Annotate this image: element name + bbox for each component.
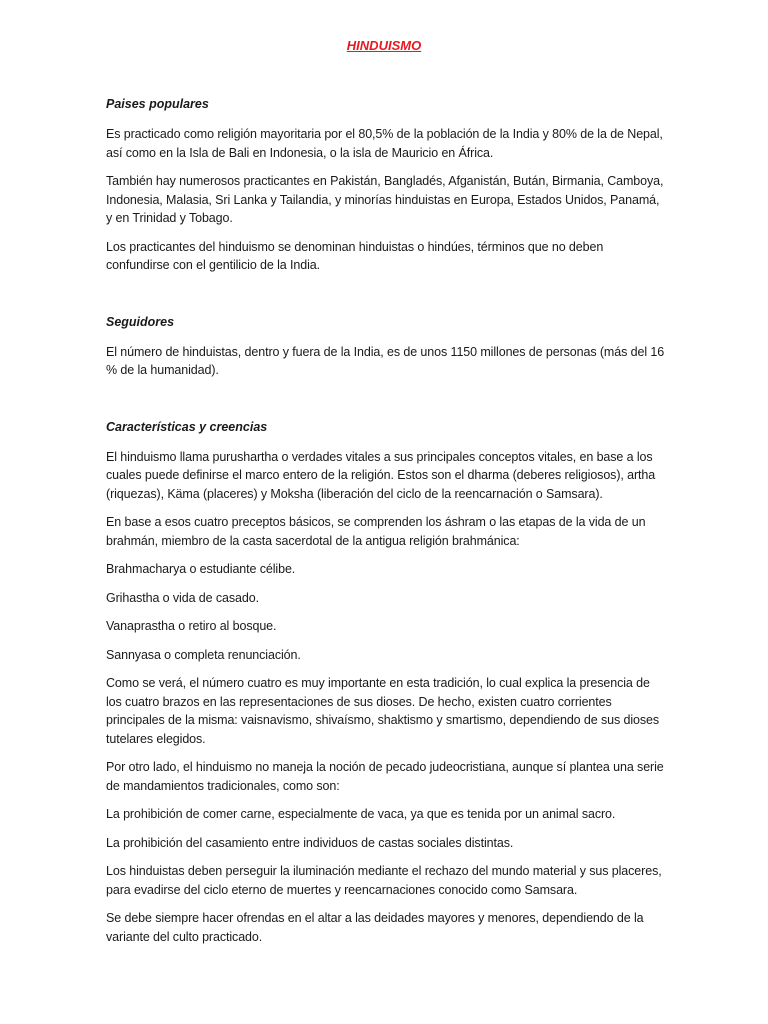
- list-item-ashram: Grihastha o vida de casado.: [106, 590, 259, 605]
- section-spacer: [106, 390, 666, 418]
- list-item-mandamiento: Los hinduistas deben perseguir la iluminación mediante el rechazo del mundo material y sus placeres, para evadirse del ciclo eterno de muertes y reencarnaciones conocido como Samsara.: [106, 864, 662, 897]
- paragraph: En base a esos cuatro preceptos básicos, se comprenden los áshram o las etapas de la vida de un brahmán, miembro de la casta sacerdotal de la antigua religión brahmánica:: [106, 515, 646, 548]
- list-item-ashram: Vanaprastha o retiro al bosque.: [106, 619, 277, 633]
- section-heading: Características y creencias: [106, 419, 268, 434]
- list-item-mandamiento: La prohibición de comer carne, especialmente de vaca, ya que es tenida por un animal sacro.: [106, 807, 616, 821]
- paragraph: Es practicado como religión mayoritaria por el 80,5% de la población de la India y 80% de la de Nepal, así como en la Isla de Bali en Indonesia, o la isla de Mauricio en África.: [106, 127, 663, 160]
- section-paises-populares: [106, 95, 666, 275]
- section-heading: Seguidores: [106, 314, 175, 329]
- paragraph: Los practicantes del hinduismo se denominan hinduistas o hindúes, términos que no deben confundirse con el gentilicio de la India.: [106, 239, 604, 272]
- list-item-ashram: Brahmacharya o estudiante célibe.: [106, 562, 296, 576]
- paragraph: El número de hinduistas, dentro y fuera de la India, es de unos 1150 millones de personas (más del 16 % de la humanidad).: [106, 344, 665, 377]
- section-heading: Paises populares: [106, 97, 209, 111]
- list-item-mandamiento: Se debe siempre hacer ofrendas en el altar a las deidades mayores y menores, dependiendo de la variante del culto practicado.: [106, 911, 644, 944]
- paragraph: El hinduismo llama purushartha o verdades vitales a sus principales conceptos vitales, en base a los cuales puede definirse el marco entero de la religión. Estos son el dharma (deberes religiosos), artha (riquezas), Käma (placeres) y Moksha (liberación del ciclo de la reencarnación o Samsara).: [106, 449, 656, 501]
- paragraph: Como se verá, el número cuatro es muy importante en esta tradición, lo cual explica la presencia de los cuatro brazos en las representaciones de sus dioses. De hecho, existen cuatro corrientes principales de la misma: vaisnavismo, shivaísmo, shaktismo y smartismo, dependiendo de sus dioses tutelares elegidos.: [106, 676, 660, 746]
- list-item-ashram: Sannyasa o completa renunciación.: [106, 647, 301, 662]
- document-title: HINDUISMO: [346, 38, 422, 53]
- section-seguidores: [106, 313, 666, 380]
- list-item-mandamiento: La prohibición del casamiento entre individuos de castas sociales distintas.: [106, 835, 514, 850]
- document-body: [106, 95, 666, 956]
- paragraph: También hay numerosos practicantes en Pakistán, Bangladés, Afganistán, Bután, Birmania, Camboya, Indonesia, Malasia, Sri Lanka y Tailandia, y minorías hinduistas en Europa, Estados Unidos, Panamá, y en Trinidad y Tobago.: [106, 174, 664, 225]
- section-spacer: [106, 285, 666, 313]
- paragraph: Por otro lado, el hinduismo no maneja la noción de pecado judeocristiana, aunque sí plantea una serie de mandamientos tradicionales, como son:: [106, 760, 664, 793]
- section-caracteristicas: [106, 418, 666, 947]
